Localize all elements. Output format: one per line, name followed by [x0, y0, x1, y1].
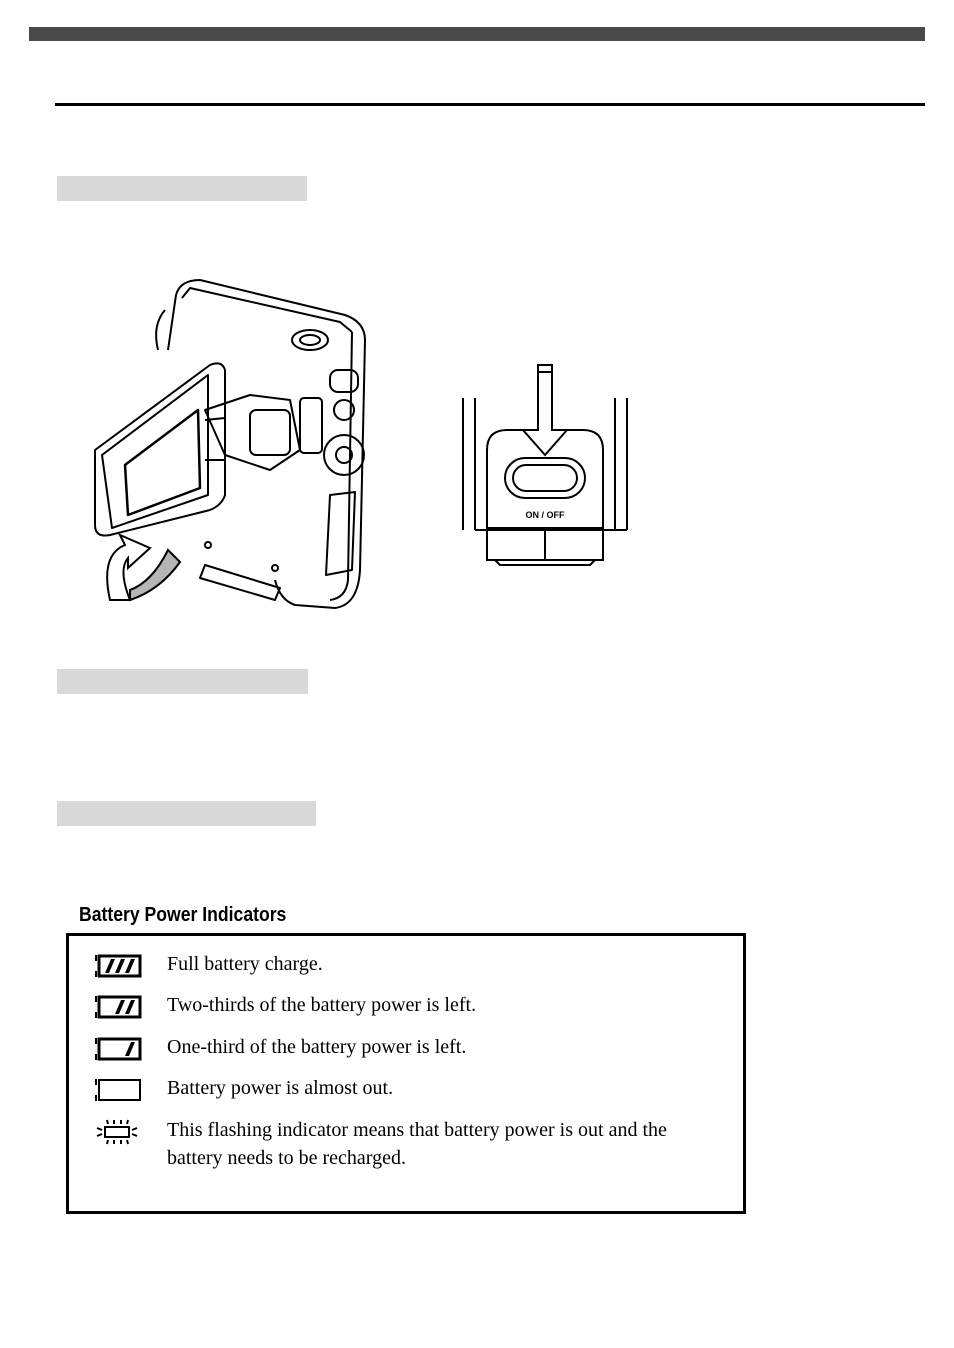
header-rule — [55, 103, 925, 106]
battery-indicators-title: Battery Power Indicators — [79, 904, 287, 926]
battery-indicators-table — [66, 933, 746, 1214]
section-heading-bar-1 — [57, 176, 307, 201]
battery-full-icon — [93, 953, 143, 979]
camera-open-lcd-illustration — [90, 270, 380, 615]
battery-empty-text: Battery power is almost out. — [167, 1077, 394, 1099]
battery-flashing-text: This flashing indicator means that battery power is out and the battery needs to be recharged. — [167, 1119, 667, 1169]
power-button-illustration — [455, 360, 635, 570]
section-heading-bar-3 — [57, 801, 316, 826]
battery-two-thirds-text: Two-thirds of the battery power is left. — [167, 994, 477, 1016]
battery-one-third-icon — [93, 1036, 143, 1062]
battery-empty-icon — [93, 1077, 143, 1103]
battery-flashing-icon — [93, 1119, 143, 1145]
battery-two-thirds-icon — [93, 994, 143, 1020]
section-heading-bar-2 — [57, 669, 308, 694]
power-button-label: ON / OFF — [525, 510, 565, 520]
page-header-bar — [29, 27, 925, 41]
battery-full-text: Full battery charge. — [167, 953, 323, 975]
battery-one-third-text: One-third of the battery power is left. — [167, 1036, 467, 1058]
